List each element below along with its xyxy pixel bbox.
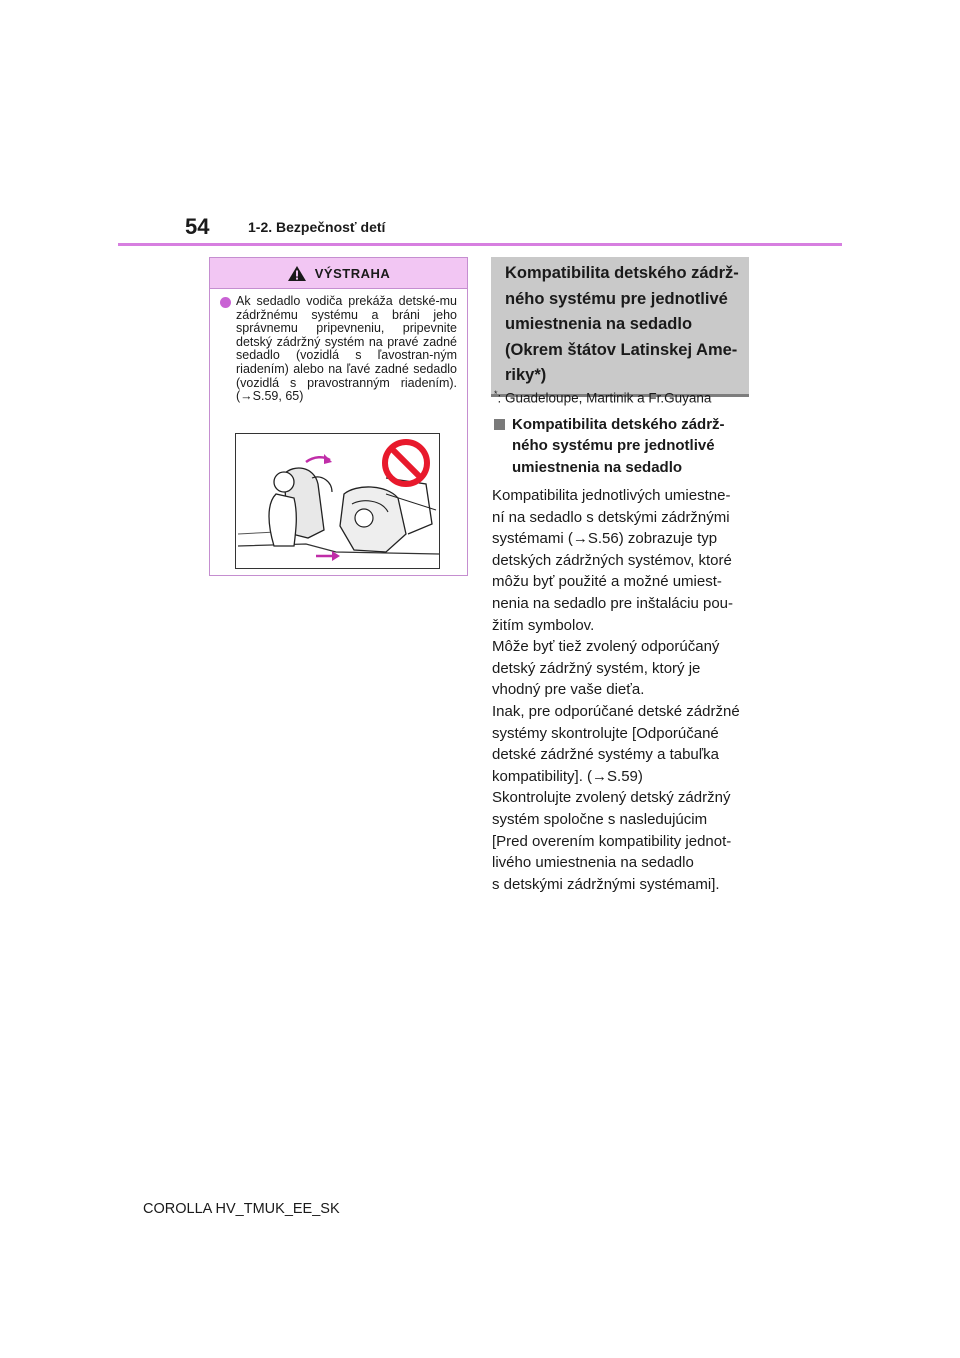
heading-line: ného systému pre jednotlivé <box>505 289 728 308</box>
body-line: Kompatibilita jednotlivých umiestne- <box>492 487 731 504</box>
body-line: kompatibility]. (→S.59) <box>492 767 643 785</box>
bullet-dot-icon <box>220 297 231 308</box>
prohibited-icon <box>381 438 431 488</box>
body-line: nenia na sedadlo pre inštaláciu pou- <box>492 594 734 612</box>
sub-heading-line: umiestnenia na sedadlo <box>512 458 683 476</box>
heading-line: Kompatibilita detského zádrž- <box>505 264 739 282</box>
sub-heading <box>494 414 752 478</box>
section-title: 1-2. Bezpečnosť detí <box>248 219 386 235</box>
heading-line: umiestnenia na sedadlo <box>505 315 693 334</box>
body-line: detský zádržný systém, ktorý je <box>492 659 701 677</box>
square-bullet-icon <box>494 419 505 430</box>
body-line: [Pred overením kompatibility jednot- <box>492 832 732 850</box>
header-rule <box>118 243 842 246</box>
warning-title: VÝSTRAHA <box>314 265 391 281</box>
heading-line: (Okrem štátov Latinskej Ame- <box>505 340 738 359</box>
sub-heading-text <box>512 414 725 478</box>
sub-heading-line: Kompatibilita detského zádrž- <box>512 416 725 433</box>
body-line: Skontrolujte zvolený detský zádržný <box>492 789 731 807</box>
heading-line: riky*) <box>505 366 547 385</box>
body-line: systém spoločne s nasledujúcim <box>492 810 708 828</box>
body-line: livého umiestnenia na sedadlo <box>492 854 694 872</box>
footnote-mark: * <box>494 389 498 399</box>
body-line: môžu byť použité a možné umiest- <box>492 573 722 591</box>
body-line: Môže byť tiež zvolený odporúčaný <box>492 638 720 656</box>
body-line: systémy skontrolujte [Odporúčané <box>492 724 719 742</box>
warning-text: Ak sedadlo vodiča prekáža detské-mu zádržnému systému a bráni jeho správnemu pripevneniu, pripevnite detský zádržný systém na pravé zadné sedadlo (vozidlá s ľavostran-ným riadením) alebo na ľavé zadné sedadlo (vozidlá s pravostranným riadením). (→S.59, 65) <box>236 294 457 404</box>
body-line: detských zádržných systémov, ktoré <box>492 551 732 569</box>
body-line: žitím symbolov. <box>492 616 595 634</box>
body-line: detské zádržné systémy a tabuľka <box>492 746 719 764</box>
warning-bullet <box>220 295 457 404</box>
footer-text: COROLLA HV_TMUK_EE_SK <box>143 1201 340 1217</box>
footnote <box>494 389 711 406</box>
body-text <box>492 485 754 895</box>
section-heading <box>491 257 749 397</box>
warning-header <box>210 258 467 289</box>
warning-triangle-icon <box>287 265 307 282</box>
footnote-text: : Guadeloupe, Martinik a Fr.Guyana <box>497 390 712 406</box>
warning-body <box>210 289 467 404</box>
page-number: 54 <box>185 214 210 239</box>
sub-heading-line: ného systému pre jednotlivé <box>512 437 715 455</box>
body-line: ní na sedadlo s detskými zádržnými <box>492 508 730 526</box>
body-line: s detskými zádržnými systémami]. <box>492 875 720 893</box>
illustration <box>235 433 440 569</box>
body-line: Inak, pre odporúčané detské zádržné <box>492 702 740 720</box>
body-line: vhodný pre vaše dieťa. <box>492 681 645 699</box>
body-line: systémami (→S.56) zobrazuje typ <box>492 530 718 548</box>
